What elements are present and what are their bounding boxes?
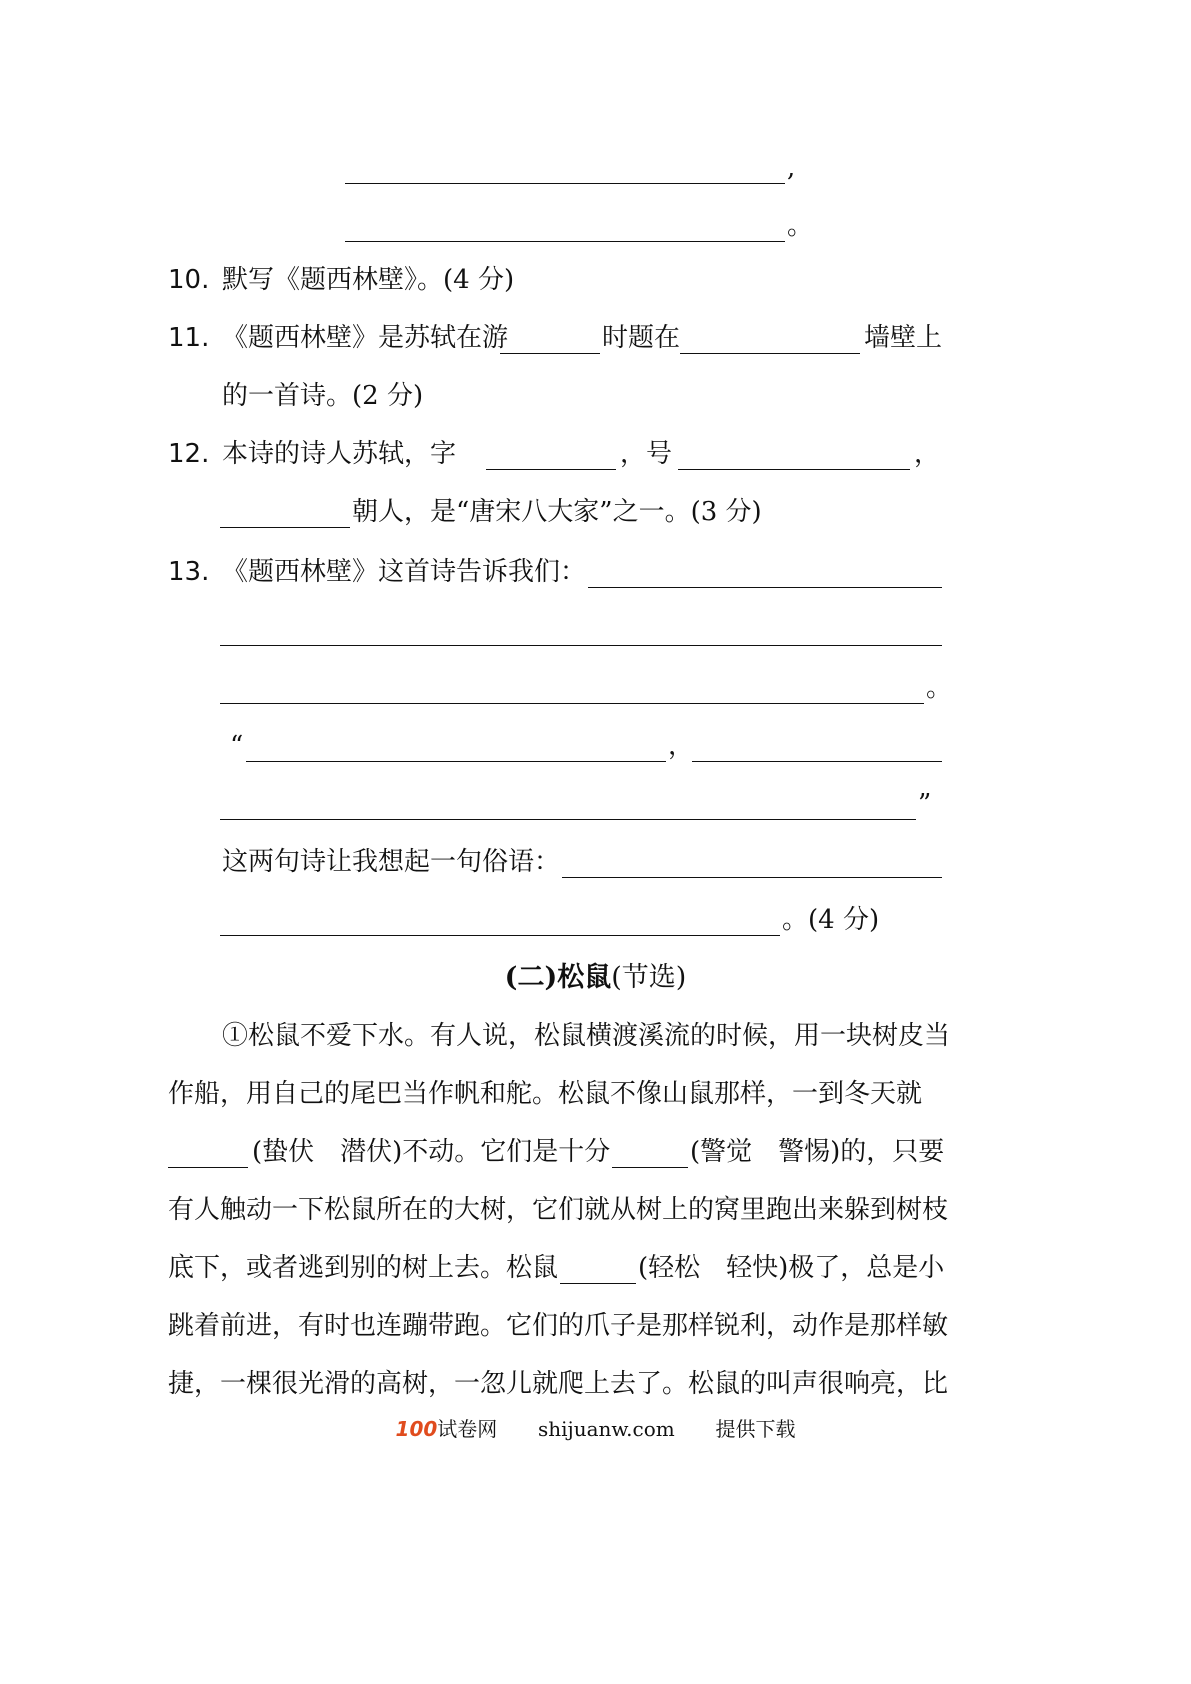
passage-line — [0, 1308, 1191, 1344]
quote-line-1 — [0, 728, 1191, 764]
passage-text: 捷，一棵很光滑的高树，一忽儿就爬上去了。松鼠的叫声很响亮，比 — [168, 1369, 949, 1399]
passage-line — [0, 1192, 1191, 1228]
question-text: 朝人，是“唐宋八大家”之一。(3 分) — [352, 497, 762, 527]
blank[interactable] — [220, 645, 942, 646]
blank[interactable] — [345, 241, 785, 242]
blank-word-choice-3[interactable] — [560, 1283, 636, 1284]
question-text: 《题西林壁》这首诗告诉我们： — [222, 557, 587, 587]
blank-place[interactable] — [500, 353, 600, 354]
question-number: 10. — [168, 265, 210, 295]
open-quote: “ — [230, 731, 244, 761]
passage-text: ①松鼠不爱下水。有人说，松鼠横渡溪流的时候，用一块树皮当 — [222, 1021, 951, 1051]
question-text: 的一首诗。(2 分) — [222, 381, 424, 411]
question-text: 墙壁上 — [864, 323, 943, 353]
passage-line — [0, 1134, 1191, 1170]
question-number: 11. — [168, 323, 210, 353]
question-text: ，号 — [620, 439, 673, 469]
site-logo: 100 — [395, 1417, 438, 1441]
blank[interactable] — [588, 587, 942, 588]
question-number: 13. — [168, 557, 210, 587]
answer-line — [0, 670, 1191, 706]
answer-line-1 — [0, 150, 1191, 186]
blank-wall[interactable] — [680, 353, 860, 354]
blank-dynasty[interactable] — [220, 527, 350, 528]
passage-text: 底下，或者逃到别的树上去。松鼠 — [168, 1253, 559, 1283]
blank-word-choice-2[interactable] — [612, 1167, 688, 1168]
section-title-sub: (节选) — [611, 962, 687, 993]
answer-line-2 — [0, 208, 1191, 244]
passage-text: 跳着前进，有时也连蹦带跑。它们的爪子是那样锐利，动作是那样敏 — [168, 1311, 949, 1341]
passage-text: 有人触动一下松鼠所在的大树，它们就从树上的窝里跑出来躲到树枝 — [168, 1195, 949, 1225]
passage-text: 作船，用自己的尾巴当作帆和舵。松鼠不像山鼠那样，一到冬天就 — [168, 1079, 923, 1109]
passage-line — [0, 1366, 1191, 1402]
blank-proverb[interactable] — [562, 877, 942, 878]
question-text: 这两句诗让我想起一句俗语： — [222, 847, 561, 877]
question-text: 《题西林壁》是苏轼在游 — [222, 323, 509, 353]
question-12 — [0, 436, 1191, 472]
passage-text: (蛰伏 潜伏)不动。它们是十分 — [252, 1137, 611, 1167]
blank-verse-2-cont[interactable] — [220, 819, 916, 820]
question-text: 本诗的诗人苏轼，字 — [222, 439, 457, 469]
blank-word-choice-1[interactable] — [168, 1167, 248, 1168]
question-text: 时题在 — [602, 323, 681, 353]
blank-courtesy-name[interactable] — [486, 469, 616, 470]
passage-line — [0, 1250, 1191, 1286]
site-tagline: 提供下载 — [715, 1417, 796, 1441]
section-title-text: (二)松鼠 — [504, 962, 612, 993]
question-text: 。(4 分) — [782, 905, 880, 935]
question-11-cont — [0, 378, 1191, 414]
answer-line — [0, 612, 1191, 648]
footer — [0, 1414, 1191, 1444]
comma: ， — [668, 731, 695, 761]
passage-line — [0, 1076, 1191, 1112]
passage-text: (轻松 轻快)极了，总是小 — [638, 1253, 945, 1283]
proverb-line-cont — [0, 902, 1191, 938]
blank-verse-1[interactable] — [246, 761, 666, 762]
passage-text: (警觉 警惕)的，只要 — [690, 1137, 945, 1167]
proverb-line — [0, 844, 1191, 880]
question-10 — [0, 262, 1191, 298]
question-11 — [0, 320, 1191, 356]
close-quote: ” — [918, 789, 932, 819]
question-text: 默写《题西林壁》。(4 分) — [222, 265, 515, 295]
line-period: 。 — [787, 211, 814, 241]
blank-verse-2[interactable] — [692, 761, 942, 762]
site-url[interactable]: shijuanw.com — [538, 1417, 675, 1441]
blank[interactable] — [220, 703, 924, 704]
site-name: 试卷网 — [437, 1417, 498, 1441]
blank[interactable] — [345, 183, 785, 184]
question-13 — [0, 554, 1191, 590]
question-number: 12. — [168, 439, 210, 469]
line-comma: , — [787, 153, 796, 183]
passage-line — [0, 1018, 1191, 1054]
quote-line-2 — [0, 786, 1191, 822]
blank-proverb-cont[interactable] — [220, 935, 780, 936]
section-title — [0, 960, 1191, 996]
question-12-cont — [0, 494, 1191, 530]
question-text: ， — [914, 439, 941, 469]
blank-pen-name[interactable] — [678, 469, 910, 470]
line-period: 。 — [926, 673, 953, 703]
